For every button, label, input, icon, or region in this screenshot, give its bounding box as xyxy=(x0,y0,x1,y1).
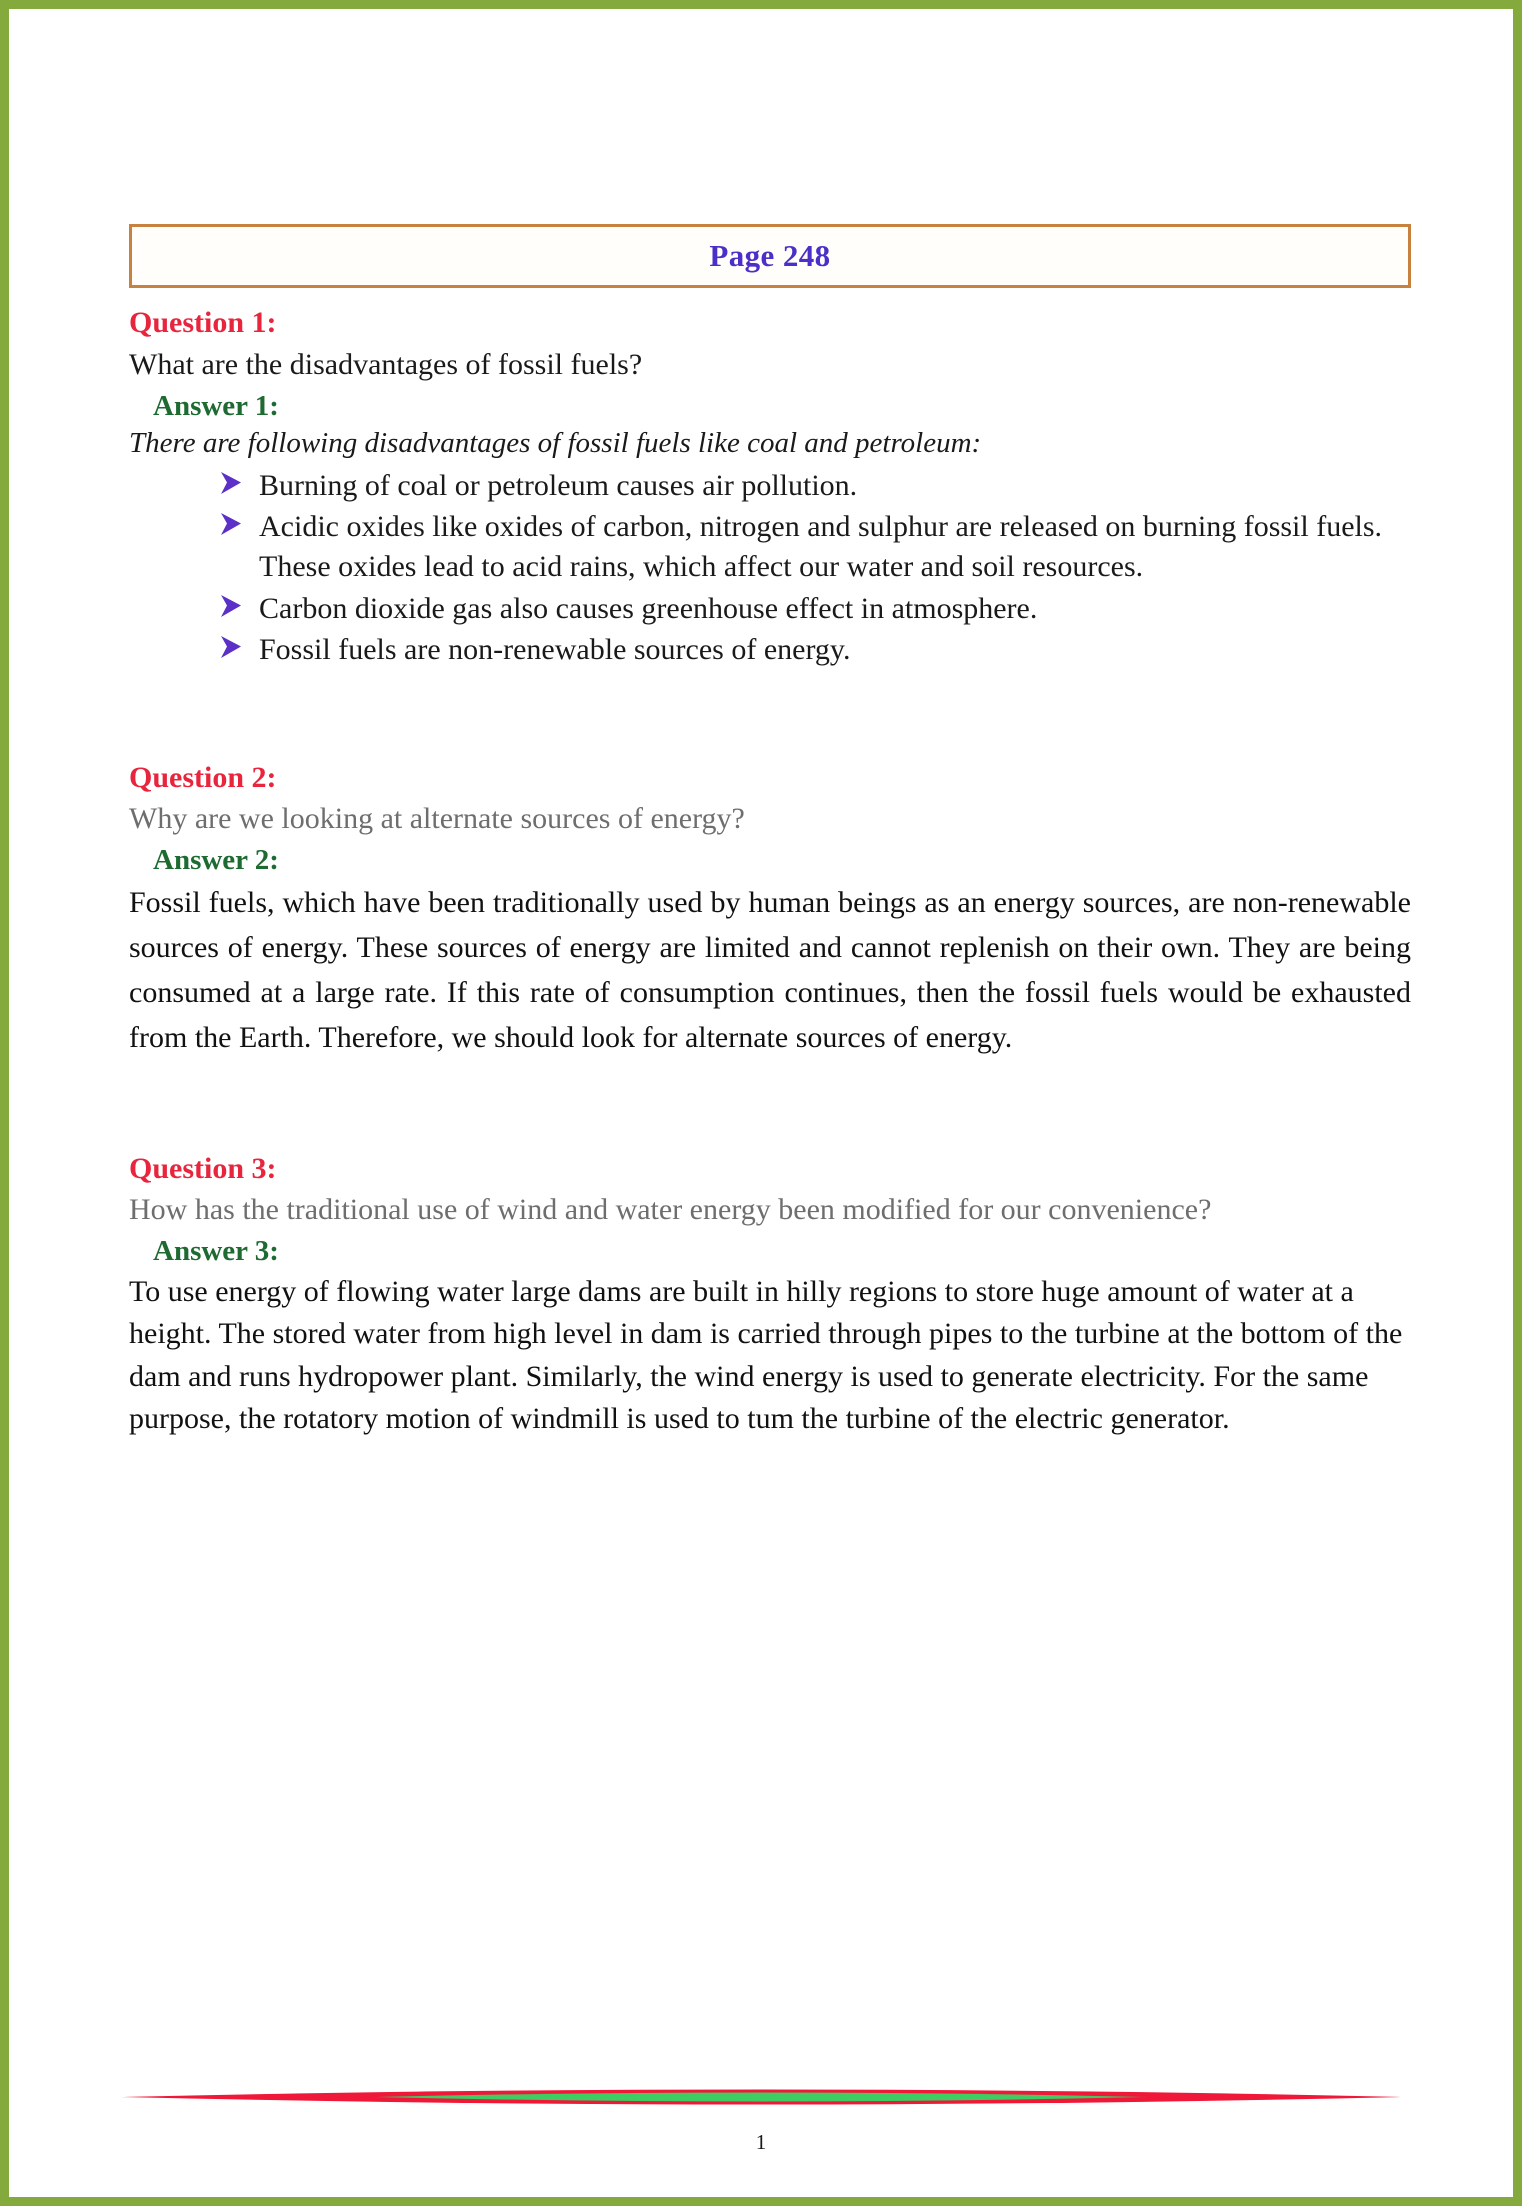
document-content xyxy=(129,224,1411,1441)
answer-1-bullet-list xyxy=(129,466,1411,670)
page-header-box xyxy=(129,224,1411,288)
list-item xyxy=(217,466,1411,506)
answer-2-paragraph: Fossil fuels, which have been traditionally used by human beings as an energy sources, are non-renewable sources of energy. These sources of energy are limited and cannot replenish on their own. They are being consumed at a large rate. If this rate of consumption continues, then the fossil fuels would be exhausted from the Earth. Therefore, we should look for alternate sources of energy. xyxy=(129,885,1411,1054)
arrow-bullet-icon xyxy=(217,508,247,540)
list-item-text: Fossil fuels are non-renewable sources of energy. xyxy=(259,632,851,666)
arrow-bullet-icon xyxy=(217,590,247,622)
list-item xyxy=(217,589,1411,629)
list-item xyxy=(217,630,1411,670)
answer-1-label: Answer 1: xyxy=(153,389,279,422)
list-item-text: Acidic oxides like oxides of carbon, nitrogen and sulphur are released on burning fossil fuels. These oxides lead to acid rains, which affect our water and soil resources. xyxy=(259,510,1383,584)
qa-section-3 xyxy=(129,1152,1411,1441)
question-2-text: Why are we looking at alternate sources of energy? xyxy=(129,802,745,836)
answer-3-label: Answer 3: xyxy=(153,1235,279,1268)
question-3-label: Question 3: xyxy=(129,1151,277,1185)
answer-3-paragraph: To use energy of flowing water large dams are built in hilly regions to store huge amount of water at a height. The stored water from high level in dam is carried through pipes to the turbine at the bottom of the dam and runs hydropower plant. Similarly, the wind energy is used to generate electricity. For the same purpose, the rotatory motion of windmill is used to tum the turbine of the electric generator. xyxy=(129,1274,1403,1436)
section-spacer xyxy=(129,671,1411,761)
page-inner-surface xyxy=(9,9,1513,2197)
list-item-text: Carbon dioxide gas also causes greenhouse effect in atmosphere. xyxy=(259,591,1038,625)
answer-2-label: Answer 2: xyxy=(153,844,279,877)
question-2-label: Question 2: xyxy=(129,760,277,794)
section-spacer xyxy=(129,1060,1411,1152)
page-number: 1 xyxy=(755,2130,767,2154)
qa-section-1 xyxy=(129,306,1411,670)
question-3-text: How has the traditional use of wind and water energy been modified for our convenience? xyxy=(129,1193,1212,1227)
arrow-bullet-icon xyxy=(217,631,247,663)
question-1-text: What are the disadvantages of fossil fuels? xyxy=(129,347,643,381)
arrow-bullet-icon xyxy=(217,467,247,499)
list-item-text: Burning of coal or petroleum causes air pollution. xyxy=(259,468,858,502)
list-item xyxy=(217,507,1411,587)
question-1-label: Question 1: xyxy=(129,306,277,339)
answer-1-intro: There are following disadvantages of fossil fuels like coal and petroleum: xyxy=(129,426,982,459)
page-footer xyxy=(9,2082,1513,2153)
page-title: Page 248 xyxy=(709,238,831,273)
qa-section-2 xyxy=(129,761,1411,1060)
decorative-divider-icon xyxy=(121,2082,1401,2112)
